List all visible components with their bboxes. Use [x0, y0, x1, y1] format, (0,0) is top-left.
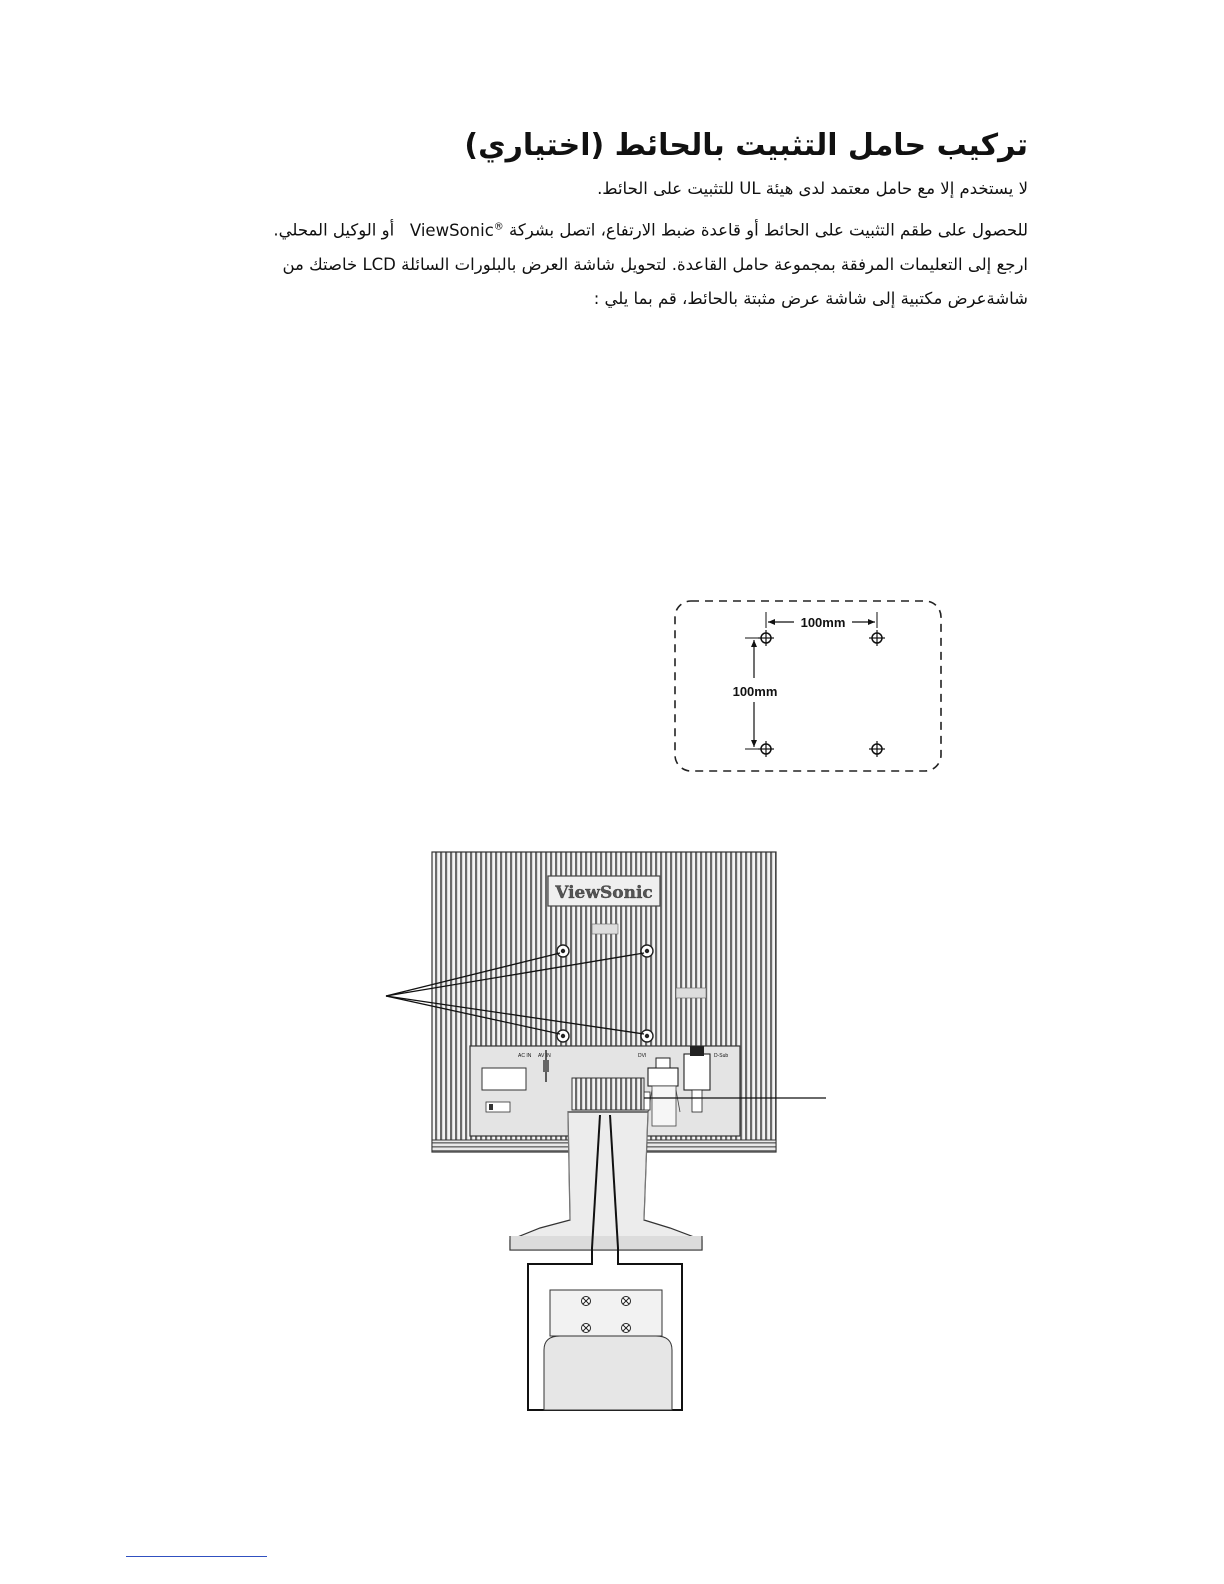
- instructions-line-1-start: للحصول على طقم التثبيت على الحائط أو قاعدة ضبط الارتفاع، اتصل بشركة: [509, 220, 1028, 240]
- horizontal-spacing-label: 100mm: [800, 615, 846, 630]
- ul-notice: لا يستخدم إلا مع حامل معتمد لدى هيئة UL للتثبيت على الحائط.: [597, 179, 1028, 198]
- stand-base: [510, 1236, 702, 1250]
- screw-hole-bottom-right: [869, 741, 885, 757]
- mounting-screw-top-right: [641, 945, 653, 957]
- viewsonic-logo: ViewSonic: [555, 883, 653, 903]
- page-title: تركيب حامل التثبيت بالحائط (اختياري): [464, 128, 1028, 163]
- registered-mark: ®: [493, 221, 504, 232]
- vertical-spacing-label: 100mm: [732, 684, 778, 699]
- mounting-screw-bottom-left: [557, 1030, 569, 1042]
- instructions-line-2: ارجع إلى التعليمات المرفقة بمجموعة حامل القاعدة. لتحويل شاشة العرض بالبلورات السائلة LCD خاصتك من: [282, 254, 1028, 274]
- footer-rule: [126, 1556, 267, 1557]
- port-label-d-sub: D-Sub: [714, 1053, 729, 1059]
- port-label-dvi: DVI: [638, 1053, 647, 1059]
- mounting-screw-bottom-right: [641, 1030, 653, 1042]
- stand-mount-detail-inset: [544, 1290, 672, 1410]
- screw-hole-bottom-left: [758, 741, 774, 757]
- monitor-rear-view-illustration: [380, 850, 830, 1415]
- brand-text: ViewSonic: [409, 220, 494, 240]
- port-label-av-in: AV IN: [538, 1053, 551, 1059]
- instructions-line-3: شاشةعرض مكتبية إلى شاشة عرض مثبتة بالحائط، قم بما يلي :: [593, 288, 1028, 308]
- screw-hole-top-left: [758, 630, 774, 646]
- stand-hinge: [572, 1078, 644, 1110]
- mounting-screw-top-left: [557, 945, 569, 957]
- screw-hole-top-right: [869, 630, 885, 646]
- mounting-hole-pattern-diagram: [672, 598, 944, 774]
- port-label-ac-in: AC IN: [518, 1053, 532, 1059]
- instructions-line-1: [188, 210, 1028, 248]
- instructions-line-1-end: أو الوكيل المحلي.: [273, 220, 395, 240]
- instructions-paragraph: [188, 210, 1028, 316]
- brand-name: [410, 221, 504, 240]
